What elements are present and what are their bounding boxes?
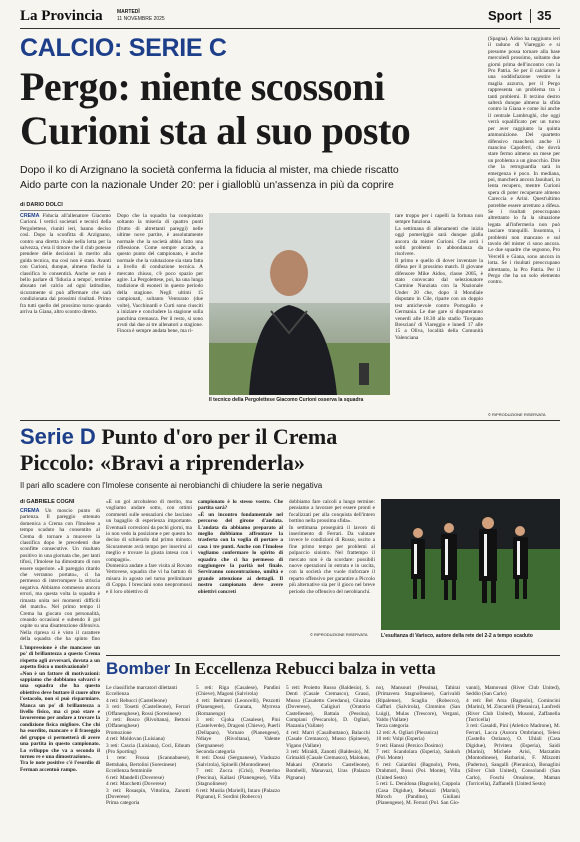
page-divider [530,9,531,23]
photo-caption: Il tecnico della Pergolettese Giacomo Curioni osserva la squadra [209,397,364,403]
deck-line2: Aido parte con la nazionale Under 20: per i gialloblù un'assenza in più da coprire [20,179,394,191]
scorers-col5: vanni), Mamovani (River Club United), Seddio (San Carlo) 4 reti: Bel Arsa (Bagnolo), Comincini (Marini), M. Zincarelli (Pieranica), Lanfredi (River Club United), Musoni, Zaffanella (Torricella) 3 reti: Gasaldi, Pini (Atletico Madrone), M. Ferrari, Lacca (Aurora Ombriano), Telesi (Castello Ostiano), O. Uhlali (Casa Digidue), Privitera (Esperia), Saidi (Marini), Michele Arisi, Marzatim (Montodinese), Barbarini, F. Mizzotti (Paderno), Sangalli (Pieranica), Bonaglini (Silver Club United), Consolandi (San Carlo), Foschi Onsalone, Maman (Torricella), Zaffanelli (United Sesto) [466,685,560,788]
credit-a1: © RIPRODUZIONE RISERVATA [488,412,546,417]
dateline: CREMA [20,213,40,219]
article2-col4: dobbiamo fare calcoli a lungo termine: pensiamo a lavorare per essere pronti e focalizzati per alla conquista dell'intero bottino nella prossima sfida». In settimana proseguirà il lavoro di inserimento di Ferrari. Da valutare invece le condizioni di Russo, uscito a fine primo tempo per problemi al polpaccio sinistro. Nel frattempo il mercato non è da scordare: possibili nuove operazioni in entrata e in uscita, con la società che vuole rinforzare il reparto offensivo per garantire a Piccolo più alternative sia per il gioco nel breve periodo che offensivo del nerobianchi. [289,499,375,595]
article3-title [106,659,436,679]
kicker-serie-c: CALCIO: SERIE C [20,34,227,62]
scorers-col3: 5 reti: Proietto Russo (Baldesio), S. Denti (Casale Cremasco), Grassi, Musso (Casaletto Ceredano), Gluzina (Doverese), Caligiuri (Oratorio Castelleone), Battaia (Pessina), Compiani (Pescarolo), D. Ogliari, Plazania (Vallate) 4 reti: Marri (Casalbuttano), Balacchi (Casale Cremasco), Musso (Spinese), Vigano (Vallate) 3 reti: Miraldi, Zanotti (Baldesio), M. Grimaldi (Casale Cremasco), Malokuu, Makani (Oratorio Castelleone), Bombelli, Manavazi, Uras (Palazzo Pignano) [286,685,370,781]
kicker-bomber: Bomber [106,659,171,678]
section-rule-1 [20,420,560,421]
headline2-line1: Punto d'oro per il Crema [101,424,338,449]
scorers-col2: 5 reti: Riga (Casalese), Pandini (Chieve), Magoni (Salvirola) 4 reti: Beltrami (Leoncelli), Pezzotti (Pianengese), Granata, Myrreza (Romanengo) 3 reti: Gjoka (Casalese), Pini (Castelverde), Dragoni (Chieve), Puerli (Dellapan), Vornaro (Pianengese), Ndiaye (Rivoltana), Valente (Sergnanese) Seconda categoria 8 reti: Dossi (Sergnanese), Viaduzzo (Salvirola), Spinelli (Montodinese) 7 reti: Zocca (Crisi), Posterino (Pescina), Kaliasi (Pianengese), Villa (Stagnolinese) 6 reti: Muslia (Mariell), Intaro (Palazzo Pignano), F. Sordini (Robecco) [196,685,280,800]
article2-title [20,424,337,449]
credit-a2: © RIPRODUZIONE RISERVATA [310,632,368,637]
headline-line2: Curioni sta al suo posto [20,108,411,153]
section-rule-2 [106,655,560,656]
article1-col4: (Spagna). Aidoo ha raggiunto ieri il raduno di Viareggio e si presume possa tornare alla base mercoledì prossimo, soltanto due giorni prima dell'incontro con la Pro Patria. Se per il calciatore è una soddisfazione vestire la maglia azzurra, per il Pergo rappresenta un problema tra i tanti problemi. Il terzino destro salterà dunque almeno la sfida contro la Giana e come lui anche il centrale Lambrughi, che oggi verrà squalificato per un turno per aver raggiunto la quinta ammonizione. Del quartetto difensivo mancherà anche il mancino Capoferri, che dovrà stare fermo almeno un mese per un problema a un ginocchio. Dire che la retroguardia sarà in emergenza è poco. In mediana, poi, mancherà ancora Jaouhari, in lenta recupero, mentre Curioni spera di poter recuperare almeno Careccia e Arini. Quest'ultimo potrebbe essere arretrato a difesa. Se i risultati preoccupano altrettanto lo fa la situazione legata all'infermeria non può lasciare tranquilli. Insomma, i problemi non mancano e sul tavolo del mister ci sono ancora. Le due squadre che seguono, Pro Vercelli e Giana, sono ancora in lotta. Se i risultati preoccupano altrettanto, la Pro Patria. Per il Pergo che ha un solo elemento contro. [488,36,560,286]
article1-col2: Dopo che la squadra ha conquistato soltanto la miseria di quattro punti (frutto di altrettanti pareggi) nelle ultime nove partite, è assolutamente normale che la società abbia fatto una riflessione. Come sempre accade, a questo punto del campionato, è anche normale che la valutazione sia stata fatta a livello di conduzione tecnica. A mercato chiuso, c'è poco spazio per agire. La Pergolettese, poi, ha una lunga tradizione di esoneri in questo periodo della stagione. Negli ultimi 15 campionati, soltanto Venturato (due volte), Vacchinardi e Curti sono riusciti a iniziare e concludere la stagione sulla panchina cremasca. Per il resto, si sono avuti dai due ai tre allenatori a stagione. Finora è sempre andata bene, ma ri- [117,213,203,335]
headline-line1: Pergo: niente scossoni [20,64,385,109]
players-celebrating-photo [381,499,560,630]
headline2-line2: Piccolo: «Bravi a riprenderla» [20,450,305,475]
deck-line1: Dopo il ko di Arzignano la società conferma la fiducia al mister, ma chiede riscatto [20,164,399,176]
article2-col2: «È un gol arcobaleno di merito, ma vogliamo andare sotto, con ottimi commenti sulle sensazioni che lasciano un bagaglio di esperienza importante. Eventuali correzioni da pochi giorni, ma io non vedo la posizione e per questo ho deciso di schierarlo dal primo minuto. Sicuramente avrà tempo per inserirsi al meglio e trovare la giusta intesa con i compagni». Domenica andate a fare visita al Rovato Vertovese, squadra che vi ha battuto di misura in agosto nel turno preliminare di Coppa. I bresciani sono neopromossi e il loro obiettivo di [106,499,192,595]
byline-a2: di GABRIELE COGNI [20,499,75,505]
issue-day: MARTEDÌ [117,9,140,15]
article1-col1 [20,213,111,411]
dateline-a2: CREMA [20,508,40,514]
masthead: La Provincia [20,8,103,24]
byline: di DARIO DOLCI [20,202,63,208]
byline-a2-name: GABRIELE COGNI [26,499,75,505]
photo2-caption: L'esultanza di Varisco, autore della rete del 2-2 a tempo scaduto [381,633,533,639]
section-name: Sport [488,8,522,23]
article2-sidebar: L'impressione è che mancasse un po' di brillantezza a questo Crema rispetto agli avversari, dovuta a un aspetto fisico o motivazionale? «Non è un fattore di motivazioni: sappiamo che dobbiamo salvarci e una squadra che ha questo obiettivo deve buttare il cuore oltre l'ostacolo, non si può risparmiare. Manca un po' di brillantezza a livello fisico, ma ci può stare e lavoreremo per andare a trovare la condizione fisica migliore. Che chi ha esordito, mancare e il fraseggio del gruppo ci permetterà di avere una partita in questo campionato. Lo sviluppo che va a secondo il torneo re e una dimostrazione». Tra le note positive c'è l'esordio di Ferman accentuò rampo. [20,645,100,773]
a2-col1-text: Un moscio punto di partenza. Il pareggio ottenuto domenica a Crema con l'Imolese a tempo scaduto ha consentito al Crema di tornare a muovere la classifica dopo le precedenti due sconfitte consecutive. Un risultato positivo in una giornata che, per tanti tifosi, l'Imolese ha dimostrato di non essere superiore. «Il pareggio ritardo che verranno portato», ci ha permesso di interrompere la striscia negativa. Abbiamo commesso ancora errori, ma questa volta la squadra è rimasta unita nei momenti difficili del match». Nel primo tempo il Crema ha giocato con personalità, creando occasioni e subendo il gol ospite su una disattenzione difensiva. Nella ripresa si è visto il carattere della squadra che ha spinto fino [20,508,100,642]
byline-name: DARIO DOLCI [26,202,63,208]
issue-date: 11 NOVEMBRE 2025 [117,16,165,22]
scorers-col4: no), Mansouri (Pessina), Tahirai (Primavera Stagnolinese), Garivaldi (Ripalense), Scaglia (Robecco), Gaffuri (Salvirola), Cimmino (San Luigi), Mulas (Trescore), Vergani, Valdo (Vallate) Terza categoria 12 reti: A. Ogliari (Pieranica) 10 reti: Volpi (Esperia) 9 reti: Hanssi (Persico Dosimo) 7 reti: Scandolara (Esperia), Sankoh (Pol. Monte) 6 reti: Gaiardini (Bagnolo), Preta, Drahmori, Bossi (Pol. Monte), Villa (United Sesto) 5 reti: L. Denidona (Bagnolo), Coppola (Casa Digidue), Rebuzzi (Marini), Miroch (Pandino), Giuliani (Pianengese), M. Ferrari (Pol. San Gio- [376,685,460,807]
kicker-serie-d: Serie D [20,424,96,449]
article1-col3-body: rare troppo per i capelli la fortuna non sempre funziona. La settimana di allenamenti che inizia oggi pomeriggio sarà dunque gialla ancora da mister Curioni. Che avrà i soliti problemi in abbondanza da risolvere. Il primo e quello di dover inventare la difesa per il prossimo match. Il giovane difensore Mike Aidoo, classe 2005, è stato convocato dal selezionatore Carmine Nunziata con la Nazionale Under 20 che, dopo il Mondiale disputato in Cile, riparte con un doppio test amichevole contro Portogallo e Germania. Le due gare si disputeranno venerdì alle 18.30 allo stadio 'Torquato Bresciani' di Viareggio e lunedì 17 alle 15 a Oliva, località della Comunità Valenciana [395,213,483,341]
page-number: 35 [537,8,552,23]
coach-photo [209,213,390,395]
headline3: In Eccellenza Rebucci balza in vetta [174,659,436,678]
byline-rule [20,210,110,211]
scorers-col1: Le classifiche marcatori dilettanti Eccellenza 4 reti: Rebucci (Castelleone) 3 reti: Tosetti (Castelleone), Ferrari (Offanenghese), Rossi (Soresinese) 2 reti: Bosco (Rivoltana), Bettoni (Offanenghese) Promozione 4 reti: Moldovan (Luisiana) 3 reti: Cascia (Luisiana), Coci, Eduum (Pro Sporting) 1 rete: Frussa (Scannabuese), Bettshaku, Bertolini (Soresinese) Eccellenza femminile 6 reti: Mandelli (Doverese) 4 reti: Macchetti (Doverese) 3 reti: Rosaspin, Vittolina, Zanotti (Doverese) Prima categoria [106,685,190,807]
deck-a2: Il pari allo scadere con l'Imolese consente ai nerobianchi di chiudere la serie negativa [20,481,323,490]
article2-col1 [20,508,100,642]
article2-col3: campionato è lo stesso vostro. Che partita sarà? «È un incontro fondamentale nel percorso del girone d'andata. L'andata da abbiamo preparato al meglio dobbiamo affrontare la trasferta con la voglia di portare a casa i tre punti. Anche con l'Imolese vogliamo confermare lo spirito di squadra che ci ha permesso di raggiungere la parità nel finale. Serviranno concentrazione, umiltà e grande attenzione ai dettagli. Il nostro campionato deve avere obiettivi concreti [198,499,283,595]
col1-text: Fiducia all'allenatore Giacomo Curioni. I vertici societari e tecnici della Pergolettese, riuniti ieri, hanno deciso così. Dopo la sconfitta di Arzignano, contro una diretta rivale nella lotta per la salvezza, c'era il timore che il club potesse prendere delle decisioni in merito alla guida tecnica, ma così non è stato. Avanti con Curioni, dunque, almeno finché la classifica lo consentirà. Anche se non è bello parlare di 'fiducia a tempo', termine abusato nel calcio ad ogni latitudine, sicuramente si può affermare che sarà condizionata dai prossimi risultati. Primo fra tutti quello del prossimo turno quando arriva la Giana, altro scontro diretto. [20,213,111,316]
header-rule [20,28,560,29]
